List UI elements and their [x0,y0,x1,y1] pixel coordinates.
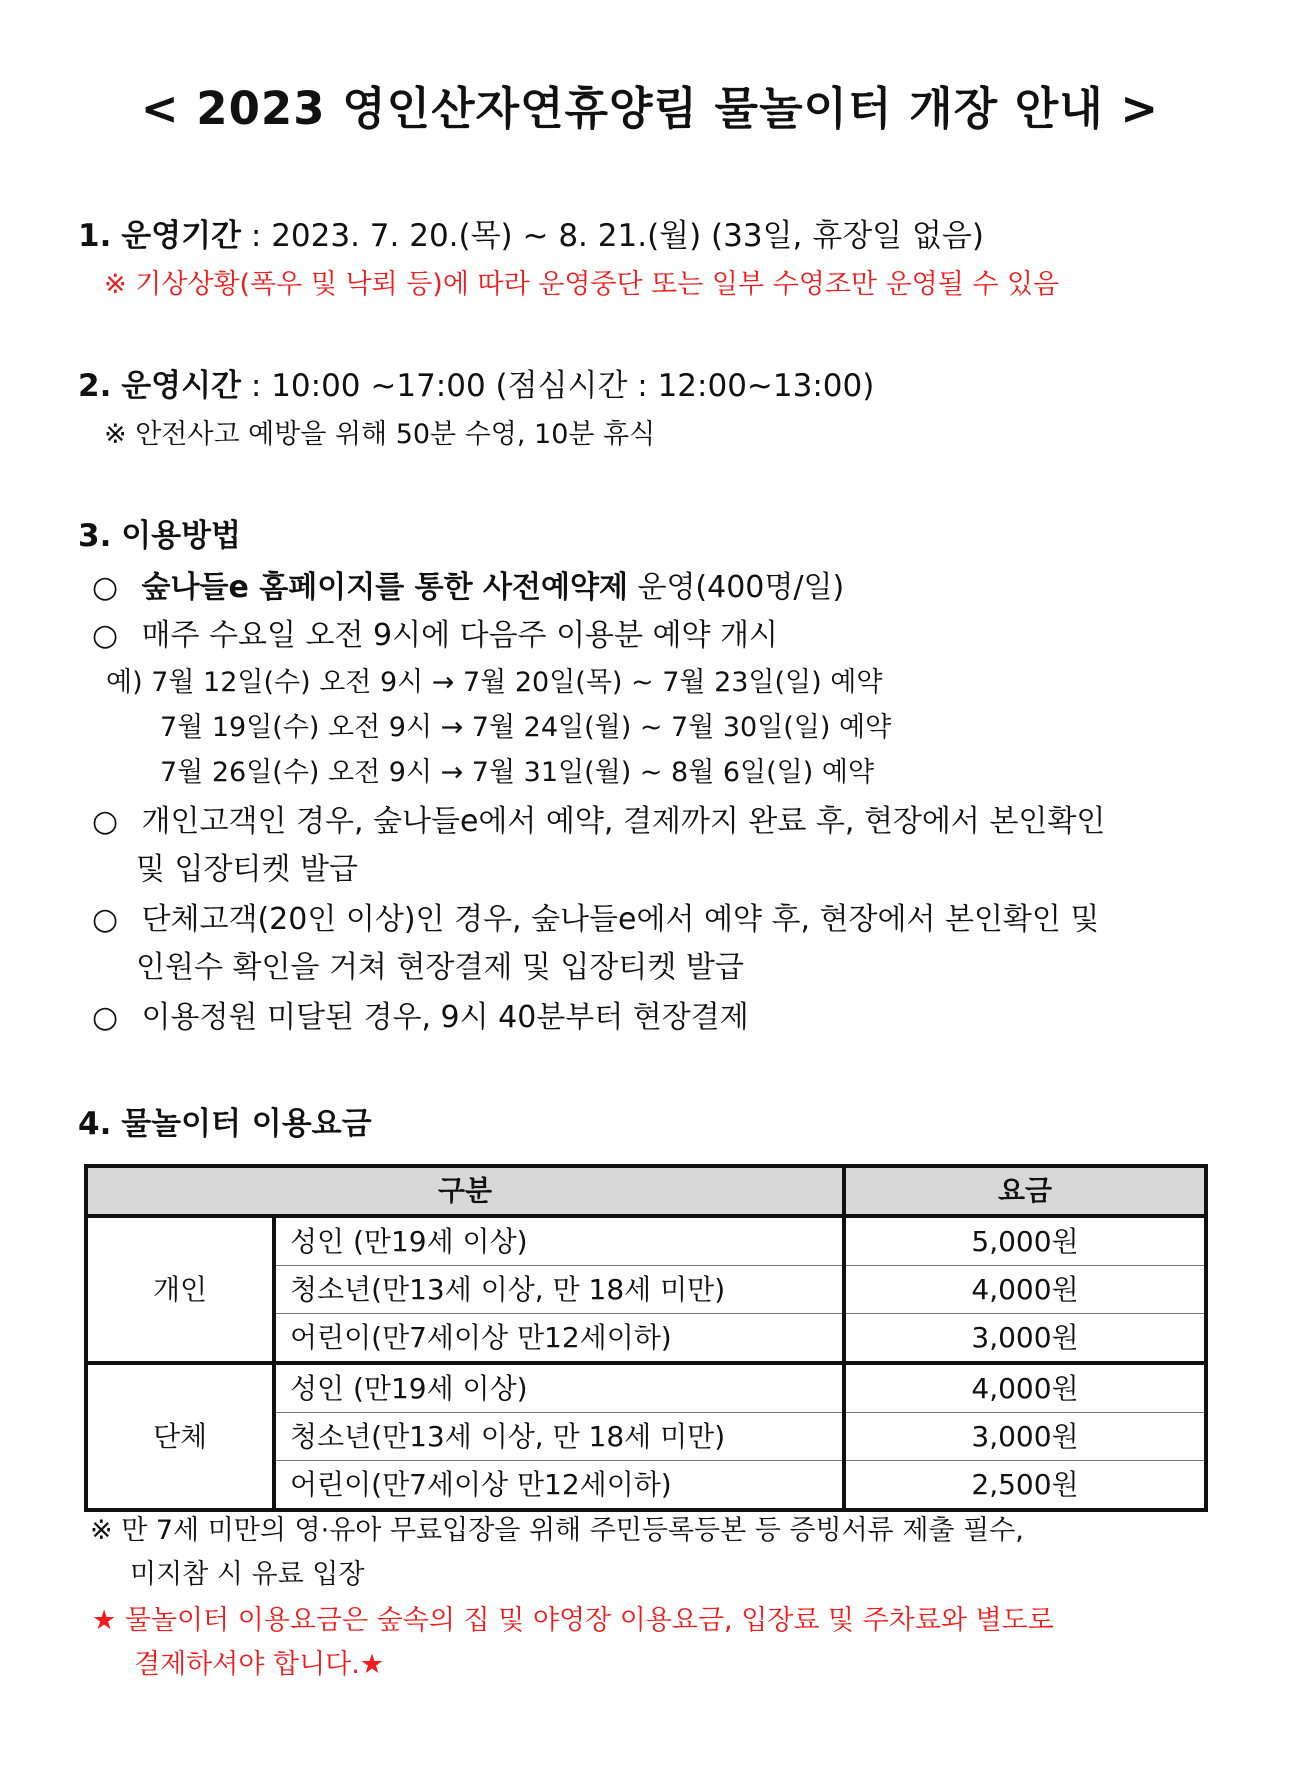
bullet-circle: ○ [92,804,119,839]
section-label: 운영시간 [121,368,242,404]
star-icon: ★ [359,1649,385,1680]
category-cell: 개인 [86,1216,274,1363]
fee-note: ※ 만 7세 미만의 영·유아 무료입장을 위해 주민등록등본 등 증빙서류 제출 필수, [90,1515,1024,1546]
section-label: 운영기간 [121,218,242,254]
usage-item-group [92,894,1099,938]
bullet-circle: ○ [92,570,119,605]
section-period [78,210,984,255]
table-header-row [86,1166,1206,1216]
usage-item-schedule [92,610,778,654]
fee-table [84,1164,1208,1512]
division-cell: 어린이(만7세이상 만12세이하) [274,1314,844,1364]
header-division: 구분 [86,1166,844,1216]
hours-value: 10:00 ~17:00 (점심시간 : 12:00~13:00) [271,368,875,404]
usage-item-reservation [92,562,844,606]
example-line: 7월 19일(수) 오전 9시 → 7월 24일(월) ~ 7월 30일(일) 예약 [160,712,892,743]
usage-item-continuation: 인원수 확인을 거쳐 현장결제 및 입장티켓 발급 [136,950,744,985]
division-cell: 성인 (만19세 이상) [274,1216,844,1266]
section-hours [78,360,874,405]
fee-cell: 5,000원 [844,1216,1206,1266]
usage-item-onsite [92,992,749,1036]
separator: : [250,218,262,254]
example-line: 7월 26일(수) 오전 9시 → 7월 31일(월) ~ 8월 6일(일) 예약 [160,757,875,788]
warning-text: 결제하셔야 합니다. [134,1649,360,1680]
fee-cell: 4,000원 [844,1363,1206,1413]
section-label: 이용방법 [121,518,242,554]
division-cell: 청소년(만13세 이상, 만 18세 미만) [274,1413,844,1461]
usage-item-continuation: 및 입장티켓 발급 [136,852,358,887]
header-fee: 요금 [844,1166,1206,1216]
fee-cell: 4,000원 [844,1266,1206,1314]
bullet-circle: ○ [92,1000,119,1035]
period-value: 2023. 7. 20.(목) ~ 8. 21.(월) (33일, 휴장일 없음) [271,218,984,254]
fee-warning-continuation [134,1642,384,1681]
usage-item-text: 단체고객(20인 이상)인 경우, 숲나들e에서 예약 후, 현장에서 본인확인 및 [141,902,1100,937]
example-line: 예) 7월 12일(수) 오전 9시 → 7월 20일(목) ~ 7월 23일(일) 예약 [106,667,883,698]
section-label: 물놀이터 이용요금 [121,1106,372,1142]
period-note: ※ 기상상황(폭우 및 낙뢰 등)에 따라 운영중단 또는 일부 수영조만 운영될 수 있음 [104,269,1060,300]
section-number: 4. [78,1106,112,1142]
usage-item-rest: 운영(400명/일) [627,570,845,605]
usage-item-individual [92,796,1105,840]
section-usage [78,510,241,555]
usage-item-text: 개인고객인 경우, 숲나들e에서 예약, 결제까지 완료 후, 현장에서 본인확인 [141,804,1106,839]
section-number: 2. [78,368,112,404]
division-cell: 성인 (만19세 이상) [274,1363,844,1413]
fee-cell: 3,000원 [844,1314,1206,1364]
fee-warning [92,1598,1054,1637]
section-number: 3. [78,518,112,554]
bullet-circle: ○ [92,618,119,653]
usage-item-text: 매주 수요일 오전 9시에 다음주 이용분 예약 개시 [141,618,779,653]
usage-item-bold: 숲나들e 홈페이지를 통한 사전예약제 [141,570,628,605]
fee-cell: 3,000원 [844,1413,1206,1461]
page-title: < 2023 영인산자연휴양림 물놀이터 개장 안내 > [140,82,1160,135]
table-row [86,1363,1206,1413]
table-row [86,1216,1206,1266]
division-cell: 청소년(만13세 이상, 만 18세 미만) [274,1266,844,1314]
section-number: 1. [78,218,112,254]
bullet-circle: ○ [92,902,119,937]
division-cell: 어린이(만7세이상 만12세이하) [274,1461,844,1511]
section-fees [78,1098,372,1143]
category-cell: 단체 [86,1363,274,1510]
usage-item-text: 이용정원 미달된 경우, 9시 40분부터 현장결제 [141,1000,749,1035]
hours-note: ※ 안전사고 예방을 위해 50분 수영, 10분 휴식 [104,419,656,450]
separator: : [250,368,262,404]
fee-cell: 2,500원 [844,1461,1206,1511]
fee-note-continuation: 미지참 시 유료 입장 [130,1559,365,1590]
star-icon: ★ [92,1605,117,1636]
warning-text: 물놀이터 이용요금은 숲속의 집 및 야영장 이용요금, 입장료 및 주차료와 별도로 [124,1605,1054,1636]
